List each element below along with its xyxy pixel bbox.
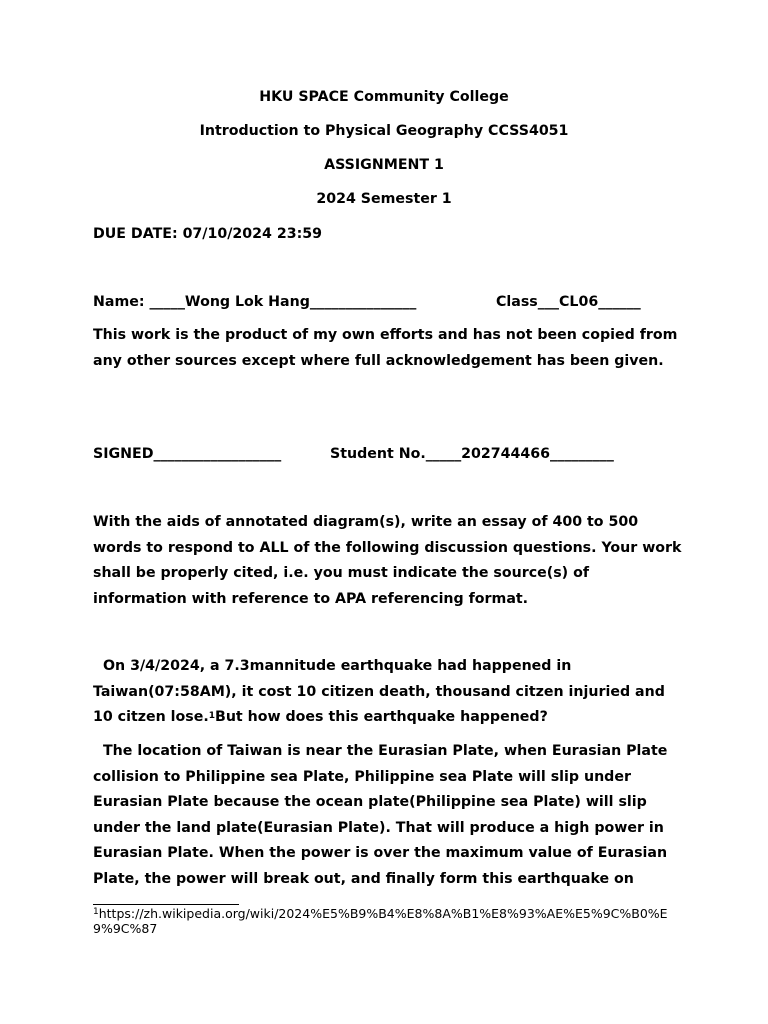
semester: 2024 Semester 1 [316, 191, 452, 207]
name-line: Name: _____Wong Lok Hang_______________ [93, 294, 417, 310]
signed-line: SIGNED__________________ [93, 446, 282, 462]
instructions-text: With the aids of annotated diagram(s), write an essay of 400 to 500 words to respond to ALL of the following discussion questions. Your work shall be properly cited, i.e. you must indicate the source(s) of information with reference to APA referencing format. [93, 514, 682, 607]
footnote-separator [93, 904, 239, 905]
essay-paragraph-1 [93, 654, 683, 731]
footnote-reference[interactable]: 1 [208, 711, 215, 721]
instructions [93, 510, 683, 612]
due-date: DUE DATE: 07/10/2024 23:59 [93, 226, 323, 242]
essay-paragraph-1-text: On 3/4/2024, a 7.3mannitude earthquake had happened in Taiwan(07:58AM), it cost 10 citizen death, thousand citzen injuried and 10 citzen lose. [93, 658, 665, 725]
student-number-line: Student No._____202744466_________ [330, 446, 614, 462]
footnote-marker: 1 [93, 907, 99, 917]
footnote [93, 906, 683, 936]
assignment-title: ASSIGNMENT 1 [324, 157, 444, 173]
college-name: HKU SPACE Community College [259, 89, 509, 105]
class-line: Class___CL06______ [496, 294, 641, 310]
essay-paragraph-1-question: But how does this earthquake happened? [215, 709, 548, 725]
course-title: Introduction to Physical Geography CCSS4051 [199, 123, 569, 139]
footnote-text: https://zh.wikipedia.org/wiki/2024%E5%B9%B4%E8%8A%B1%E8%93%AE%E5%9C%B0%E9%9C%87 [93, 906, 668, 936]
essay-paragraph-2 [93, 739, 683, 892]
declaration: This work is the product of my own efforts and has not been copied from any other sources except where full acknowledgement has been given. [93, 327, 678, 369]
essay-paragraph-2-text: The location of Taiwan is near the Eurasian Plate, when Eurasian Plate collision to Philippine sea Plate, Philippine sea Plate will slip under Eurasian Plate because the ocean plate(Philippine sea Plate) will slip under the land plate(Eurasian Plate). That will produce a high power in Eurasian Plate. When the power is over the maximum value of Eurasian Plate, the power will break out, and finally form this earthquake on [93, 743, 668, 887]
